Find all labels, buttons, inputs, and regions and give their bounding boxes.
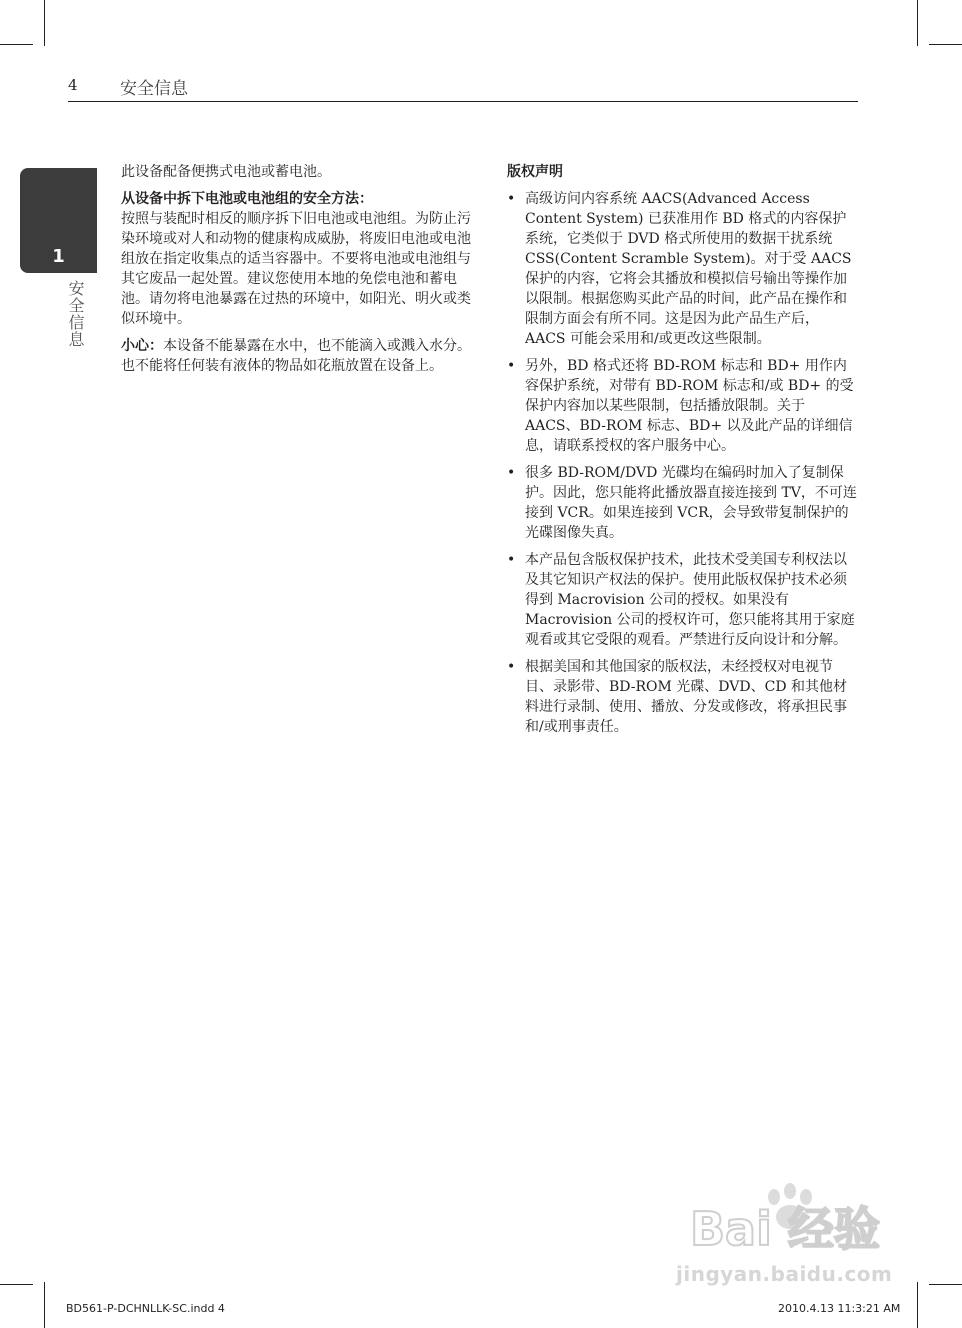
baidu-watermark-logo [690, 1190, 910, 1260]
chapter-number: 1 [52, 246, 65, 267]
bullet-icon: • [507, 191, 516, 207]
crop-mark [44, 0, 45, 46]
battery-remove-body: 按照与装配时相反的顺序拆下旧电池或电池组。为防止污染环境或对人和动物的健康构成威胁，将废旧电池或电池组放在指定收集点的适当容器中。不要将电池或电池组与其它废品一起处置。建议您使用本地的免偿电池和蓄电池。请勿将电池暴露在过热的环境中，如阳光、明火或类似环境中。 [121, 211, 471, 327]
crop-mark [0, 1284, 33, 1285]
caution-paragraph [121, 336, 473, 376]
battery-remove-title: 从设备中拆下电池或电池组的安全方法： [121, 191, 373, 207]
crop-mark [929, 1284, 962, 1285]
caution-label: 小心： [121, 338, 163, 354]
list-item [507, 189, 859, 349]
list-item-text: 本产品包含版权保护技术，此技术受美国专利权法以及其它知识产权法的保护。使用此版权保护技术必须得到 Macrovision 公司的授权。如果没有 Macrovision 公司的授权许可，您只能将其用于家庭观看或其它受限的观看。严禁进行反向设计和分解。 [525, 552, 855, 648]
watermark-logo-text: Bai 经验 [690, 1202, 880, 1256]
crop-mark [917, 1282, 918, 1328]
page-header [68, 74, 858, 102]
list-item [507, 463, 859, 543]
crop-mark [44, 1282, 45, 1328]
left-column [121, 162, 473, 376]
list-item-text: 另外，BD 格式还将 BD-ROM 标志和 BD+ 用作内容保护系统，对带有 BD-ROM 标志和/或 BD+ 的受保护内容加以某些限制，包括播放限制。关于 AACS、BD-ROM 标志、BD+ 以及此产品的详细信息，请联系授权的客户服务中心。 [525, 358, 854, 454]
caution-body: 本设备不能暴露在水中，也不能滴入或溅入水分。也不能将任何装有液体的物品如花瓶放置在设备上。 [121, 338, 471, 374]
battery-intro: 此设备配备便携式电池或蓄电池。 [121, 164, 331, 180]
list-item-text: 很多 BD-ROM/DVD 光碟均在编码时加入了复制保护。因此，您只能将此播放器直接连接到 TV，不可连接到 VCR。如果连接到 VCR，会导致带复制保护的光碟图像失真。 [525, 465, 857, 541]
bullet-icon: • [507, 465, 516, 481]
crop-mark [0, 44, 33, 45]
crop-mark [929, 44, 962, 45]
page-title: 安全信息 [120, 79, 188, 99]
bullet-icon: • [507, 659, 516, 675]
footer-timestamp: 2010.4.13 11:3:21 AM [778, 1302, 901, 1315]
chapter-label: 安全信息 [66, 280, 85, 348]
list-item [507, 356, 859, 456]
watermark-url: jingyan.baidu.com [676, 1262, 893, 1286]
list-item-text: 高级访问内容系统 AACS(Advanced Access Content System) 已获准用作 BD 格式的内容保护系统，它类似于 DVD 格式所使用的数据干扰系统 CSS(Content Scramble System)。对于受 AACS 保护的内容，它将会其播放和模拟信号输出等操作加以限制。根据您购买此产品的时间，此产品在操作和限制方面会有所不同。这是因为此产品生产后，AACS 可能会采用和/或更改这些限制。 [525, 191, 852, 347]
footer-file: BD561-P-DCHNLLK-SC.indd 4 [66, 1302, 225, 1315]
copyright-title: 版权声明 [507, 164, 563, 180]
list-item-text: 根据美国和其他国家的版权法，未经授权对电视节目、录影带、BD-ROM 光碟、DVD、CD 和其他材料进行录制、使用、播放、分发或修改，将承担民事和/或刑事责任。 [525, 659, 848, 735]
copyright-list [507, 189, 859, 737]
page-number: 4 [68, 76, 78, 94]
list-item [507, 657, 859, 737]
bullet-icon: • [507, 358, 516, 374]
list-item [507, 550, 859, 650]
bullet-icon: • [507, 552, 516, 568]
right-column [507, 162, 859, 744]
crop-mark [917, 0, 918, 46]
chapter-tab [20, 168, 97, 273]
